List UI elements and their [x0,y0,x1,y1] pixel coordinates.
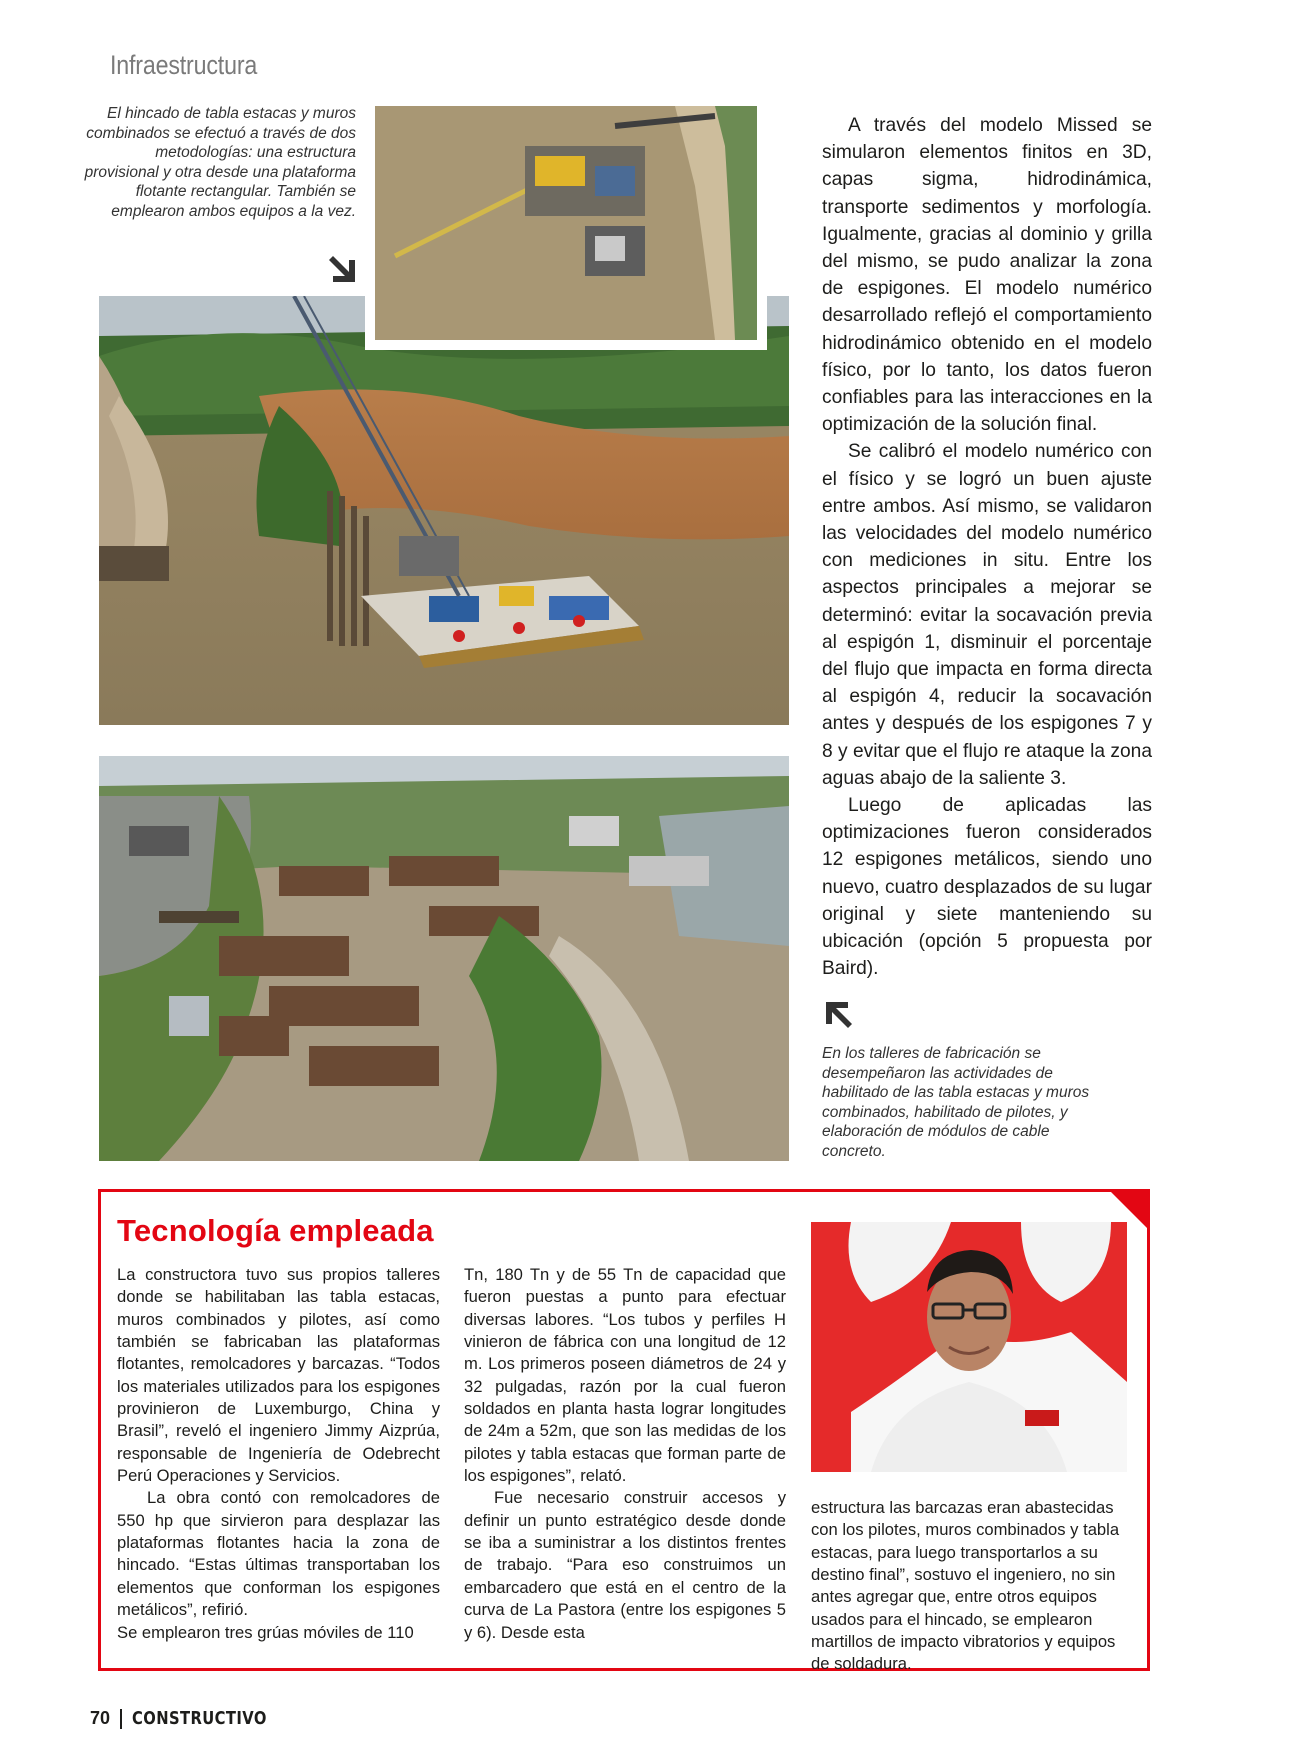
box-paragraph: Fue necesario construir accesos y definir un punto estratégico desde donde se iba a suministrar a los distintos frentes de trabajo. “Para eso construimos un embarcadero que está en el centro de la curva de La Pastora (entre los espigones 5 y 6). Desde esta [464,1488,786,1642]
box-column-2 [464,1264,786,1644]
box-title: Tecnología empleada [117,1213,434,1248]
box-column-1 [117,1264,440,1644]
arrow-down-right-icon [325,252,359,286]
box-paragraph: estructura las barcazas eran abastecidas con los pilotes, muros combinados y tabla estacas, para luego transportarlos a su destino final”, sostuvo el ingeniero, no sin antes agregar que, entre otros equipos usados para el hincado, se emplearon martillos de impacto vibratorios y equipos de soldadura. [811,1498,1120,1674]
section-label: Infraestructura [110,50,258,80]
box-paragraph: La constructora tuvo sus propios talleres donde se habilitaban las tabla estacas, muros combinados y pilotes, así como también se fabricaban las plataformas flotantes, remolcadores y barcazas. “Todos los materiales utilizados para los espigones provinieron de Luxemburgo, China y Brasil”, reveló el ingeniero Jimmy Aizprúa, responsable de Ingeniería de Odebrecht Perú Operaciones y Servicios. [117,1265,440,1486]
box-paragraph: La obra contó con remolcadores de 550 hp que sirvieron para desplazar las plataformas flotantes hacia la zona de hincado. “Estas últimas transportaban los elementos que conforman los espigones metálicos”, refirió. [117,1488,440,1620]
body-paragraph: Luego de aplicadas las optimizaciones fueron considerados 12 espigones metálicos, siendo uno nuevo, cuatro desplazados de su lugar original y siete manteniendo su ubicación (opción 5 propuesta por Baird). [822,795,1152,980]
photo-portrait-engineer [811,1222,1127,1472]
arrow-up-left-icon [822,998,856,1032]
footer-divider [120,1709,122,1729]
photo-caption-top: El hincado de tabla estacas y muros combinados se efectuó a través de dos metodologías: una estructura provisional y otra desde una plataforma flotante rectangular. También se emplearon ambos equipos a la vez. [84,105,356,220]
body-paragraph: A través del modelo Missed se simularon elementos finitos en 3D, capas sigma, hidrodinámica, transporte sedimentos y morfología. Igualmente, gracias al dominio y grilla del mismo, se pudo analizar la zona de espigones. El modelo numérico desarrollado reflejó el comportamiento hidrodinámico obtenido en el modelo físico, por lo tanto, los datos fueron confiables para las interacciones en la optimización de la solución final. [822,115,1152,436]
magazine-name: CONSTRUCTIVO [132,1708,267,1729]
page-number: 70 [90,1708,111,1728]
photo-caption-right: En los talleres de fabricación se desempeñaron las actividades de habilitado de las tabla estacas y muros combinados, habilitado de pilotes, y elaboración de módulos de cable concreto. [822,1045,1090,1160]
box-paragraph: Se emplearon tres grúas móviles de 110 [117,1622,414,1642]
page-footer [90,1708,296,1729]
photo-workshop-aerial [99,756,789,1161]
body-text-column [822,112,1152,983]
box-paragraph: Tn, 180 Tn y de 55 Tn de capacidad que fueron puestas a punto para efectuar diversas labores. “Los tubos y perfiles H vinieron de fábrica con una longitud de 12 m. Los primeros poseen diámetros de 24 y 32 pulgadas, razón por la cual fueron soldados en planta hasta lograr longitudes de 24m a 52m, que son las medidas de los pilotes y tabla estacas que forman parte de los espigones”, relató. [464,1265,786,1486]
photo-inset-aerial [365,96,767,350]
photo-crane-platform [99,296,789,725]
box-column-3 [811,1497,1135,1676]
body-paragraph: Se calibró el modelo numérico con el físico y se logró un buen ajuste entre ambos. Así mismo, se validaron las velocidades del modelo numérico con mediciones in situ. Entre los aspectos principales a mejorar se determinó: evitar la socavación previa al espigón 1, disminuir el porcentaje del flujo que impacta en forma directa al espigón 4, reducir la socavación antes y después de los espigones 7 y 8 y evitar que el flujo re ataque la zona aguas abajo de la saliente 3. [822,441,1152,789]
